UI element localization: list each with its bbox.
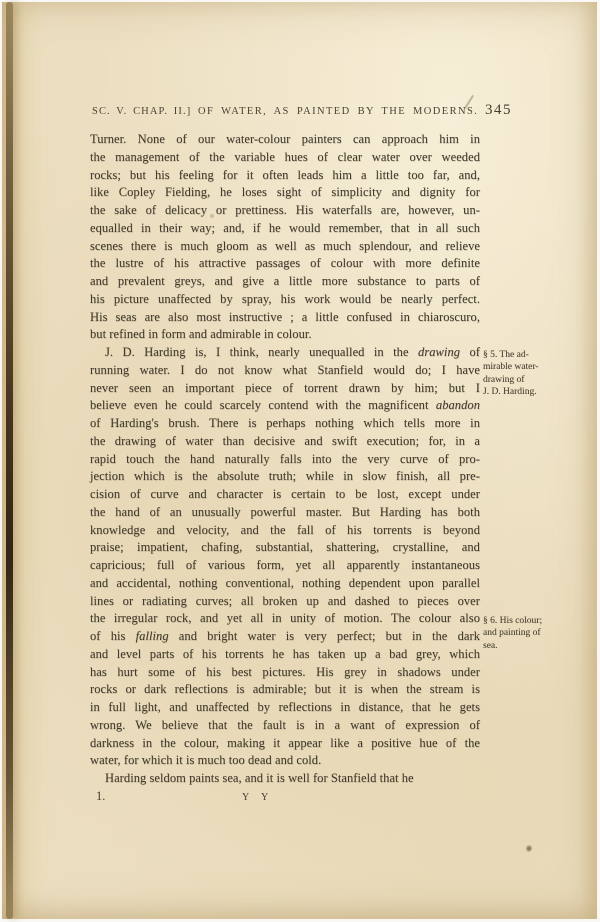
margin-note: [483, 349, 597, 399]
text-line: Turner. None of our water-colour painters can approach him in: [90, 132, 480, 146]
text-line: praise; impatient, chafing, substantial, shattering, crystalline, and: [90, 540, 480, 555]
text-line: capricious; full of various form, yet all apparently instantaneous: [90, 558, 480, 572]
margin-note-line: drawing of: [483, 374, 525, 385]
text-line: of Harding's brush. There is perhaps nothing which tells more in: [90, 416, 480, 430]
text-block: [90, 131, 480, 788]
binding-edge-shadow: [6, 2, 13, 919]
text-line: rocks or dark reflections is admirable; but it is when the stream is: [90, 682, 480, 697]
text-line: rocks; but his feeling for it often leads him a little too far, and,: [90, 167, 480, 182]
text-line: rapid touch the hand naturally falls into the very curve of pro-: [90, 451, 480, 466]
text-line: lines or radiating curves; all broken up and dashed to pieces over: [90, 593, 480, 608]
text-line: his picture unaffected by spray, his work would be nearly perfect.: [90, 291, 480, 306]
text-line: the lustre of his attractive passages of colour with more definite: [90, 256, 480, 271]
text-line: running water. I do not know what Stanfield would do; I have: [90, 362, 480, 377]
text-line: darkness in the colour, making it appear like a positive hue of the: [90, 735, 480, 750]
margin-note-line: § 6. His colour;: [483, 616, 543, 626]
text-line: and level parts of his torrents he has taken up a bad grey, which: [90, 646, 480, 661]
margin-note-line: sea.: [483, 640, 498, 651]
text-line: and prevalent greys, and give a little more substance to parts of: [90, 274, 480, 288]
text-line: never seen an important piece of torrent drawn by him; but I: [90, 380, 480, 395]
margin-note-line: § 5. The ad-: [483, 350, 529, 360]
paragraph: [90, 344, 480, 770]
ink-speck: [210, 214, 214, 218]
header-title: OF WATER, AS PAINTED BY THE MODERNS.: [198, 106, 479, 117]
text-line: wrong. We believe that the fault is in a want of expression of: [90, 717, 480, 732]
text-line: J. D. Harding is, I think, nearly unequalled in the drawing of: [105, 345, 480, 359]
text-line: water, for which it is much too dead and cold.: [90, 753, 322, 768]
margin-note-line: J. D. Harding.: [483, 387, 537, 398]
header-page-number: 345: [485, 102, 512, 118]
header-chapter: SC. V. CHAP. II.]: [92, 106, 192, 117]
text-line: jection which is the absolute truth; while in slow finish, all pre-: [90, 469, 480, 484]
text-line: believe even he could scarcely contend with the magnificent abandon: [90, 398, 480, 413]
paragraph: [90, 770, 480, 788]
page-footer: [90, 789, 480, 809]
text-line: like Copley Fielding, he loses sight of simplicity and dignity for: [90, 185, 480, 200]
text-line: knowledge and velocity, and the fall of his torrents is beyond: [90, 522, 480, 537]
text-line: the irregular rock, and yet all in unity of motion. The colour also: [90, 611, 480, 626]
running-header: [92, 102, 512, 119]
text-line: the drawing of water than decisive and swift execution; for, in a: [90, 433, 480, 448]
text-line: the sake of delicacy or prettiness. His waterfalls are, however, un-: [90, 203, 480, 217]
margin-notes: [483, 2, 597, 919]
margin-note-line: mirable water-: [483, 362, 539, 373]
text-line: in full light, and unaffected by reflections in distance, that he gets: [90, 700, 480, 714]
footer-signature-mark: Y Y: [242, 792, 273, 803]
text-line: but refined in form and admirable in colour.: [90, 327, 312, 342]
paragraph: [90, 131, 480, 344]
margin-note-line: and painting of: [483, 628, 541, 639]
text-line: the management of the variable hues of clear water over weeded: [90, 149, 480, 164]
text-line: His seas are also most instructive ; a little confused in chiaroscuro,: [90, 309, 480, 324]
text-line: of his falling and bright water is very perfect; but in the dark: [90, 629, 480, 643]
text-line: the hand of an unusually powerful master. But Harding has both: [90, 504, 480, 519]
text-line: and accidental, nothing conventional, nothing dependent upon parallel: [90, 575, 480, 590]
text-line: scenes there is much gloom as well as much splendour, and relieve: [90, 238, 480, 253]
text-line: has hurt some of his best pictures. His grey in shadows under: [90, 664, 480, 679]
text-line: equalled in their way; and, if he would remember, that in all such: [90, 220, 480, 235]
text-line: Harding seldom paints sea, and it is well for Stanfield that he: [105, 771, 414, 785]
margin-note: [483, 615, 597, 652]
footer-volume-number: 1.: [96, 789, 106, 803]
text-line: cision of curve and character is certain to be lost, except under: [90, 487, 480, 501]
scanned-book-page: [2, 2, 597, 919]
